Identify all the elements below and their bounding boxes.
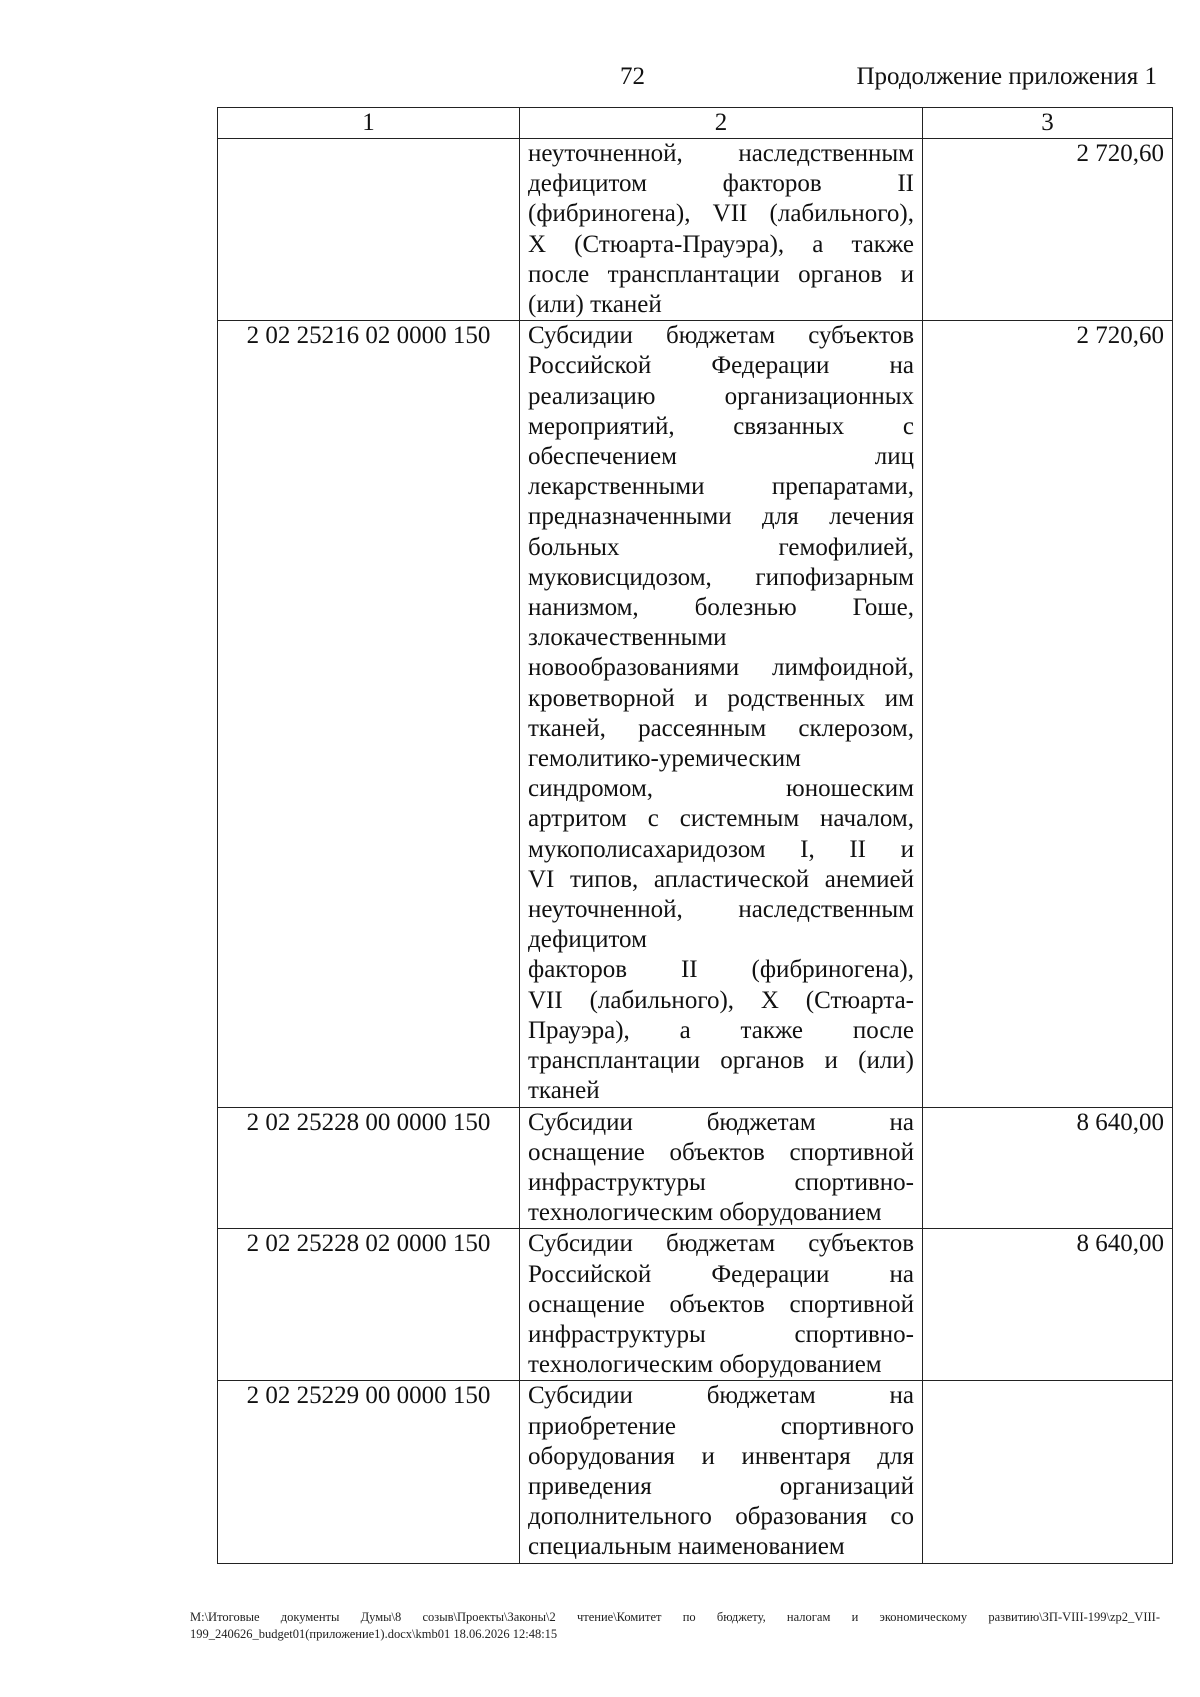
description-cell bbox=[520, 1107, 923, 1229]
description-line: неуточненной, наследственным bbox=[528, 140, 914, 167]
description-cell bbox=[520, 1381, 923, 1563]
description-line: дефицитом факторов II bbox=[528, 170, 914, 198]
table-header-row bbox=[218, 108, 1173, 139]
description-line: новообразованиями лимфоидной, bbox=[528, 654, 914, 682]
table-row bbox=[218, 321, 1173, 1107]
description-line: инфраструктуры спортивно- bbox=[528, 1168, 914, 1196]
description-cell bbox=[520, 139, 923, 321]
description-line: злокачественными bbox=[528, 624, 727, 652]
description-cell bbox=[520, 321, 923, 1107]
description-line: (фибриногена), VII (лабильного), bbox=[528, 200, 914, 228]
page-number: 72 bbox=[620, 63, 645, 90]
description-line: трансплантации органов и (или) bbox=[528, 1047, 914, 1075]
table-row bbox=[218, 1229, 1173, 1381]
amount-cell: 2 720,60 bbox=[923, 321, 1173, 1107]
description-line: артритом с системным началом, bbox=[528, 805, 914, 833]
description-line: технологическим оборудованием bbox=[528, 1199, 882, 1227]
description-line: реализацию организационных bbox=[528, 382, 914, 410]
description-line: предназначенными для лечения bbox=[528, 503, 914, 531]
description-line: Прауэра), а также после bbox=[528, 1016, 914, 1044]
amount-cell: 8 640,00 bbox=[923, 1229, 1173, 1381]
description-line: Субсидии бюджетам на bbox=[528, 1382, 914, 1410]
description-line: VII (лабильного), X (Стюарта- bbox=[528, 986, 914, 1014]
column-header-1: 1 bbox=[218, 108, 520, 139]
description-line: нанизмом, болезнью Гоше, bbox=[528, 594, 914, 622]
description-line: VI типов, апластической анемией bbox=[528, 865, 914, 893]
description-line: приобретение спортивного bbox=[528, 1412, 914, 1440]
budget-code-cell bbox=[218, 139, 520, 321]
description-line: после трансплантации органов и bbox=[528, 260, 914, 288]
continuation-label: Продолжение приложения 1 bbox=[856, 63, 1157, 90]
description-line: кроветворной и родственных им bbox=[528, 684, 914, 712]
description-line: тканей, рассеянным склерозом, bbox=[528, 714, 914, 742]
description-line: Субсидии бюджетам на bbox=[528, 1108, 914, 1136]
description-line: факторов II (фибриногена), bbox=[528, 956, 914, 984]
description-line: дефицитом bbox=[528, 926, 647, 954]
column-header-3: 3 bbox=[923, 108, 1173, 139]
description-line: оснащение объектов спортивной bbox=[528, 1138, 914, 1166]
description-line: мукополисахаридозом I, II и bbox=[528, 835, 914, 863]
description-line: больных гемофилией, bbox=[528, 533, 914, 561]
budget-table bbox=[217, 107, 1173, 1564]
amount-cell: 8 640,00 bbox=[923, 1107, 1173, 1229]
file-path-footer: M:\Итоговые документы Думы\8 созыв\Проекты\Законы\2 чтение\Комитет по бюджету, налогам и экономическому развитию\ЗП-VIII-199\zp2_VIII-199_240626_budget01(приложение1).docx\kmb01 18.06.2026 12:48:15 bbox=[190, 1610, 1160, 1641]
description-line: Субсидии бюджетам субъектов bbox=[528, 1230, 914, 1258]
description-line: мероприятий, связанных с bbox=[528, 412, 914, 440]
budget-code-cell: 2 02 25216 02 0000 150 bbox=[218, 321, 520, 1107]
description-line: дополнительного образования со bbox=[528, 1503, 914, 1531]
table-row bbox=[218, 1107, 1173, 1229]
description-line: инфраструктуры спортивно- bbox=[528, 1320, 914, 1348]
description-line: муковисцидозом, гипофизарным bbox=[528, 563, 914, 591]
description-line: приведения организаций bbox=[528, 1472, 914, 1500]
description-line: синдромом, юношеским bbox=[528, 775, 914, 803]
table-row bbox=[218, 139, 1173, 321]
description-line: оснащение объектов спортивной bbox=[528, 1290, 914, 1318]
description-line: гемолитико-уремическим bbox=[528, 745, 801, 773]
description-line: (или) тканей bbox=[528, 291, 662, 319]
table-row bbox=[218, 1381, 1173, 1563]
budget-code-cell: 2 02 25228 02 0000 150 bbox=[218, 1229, 520, 1381]
description-line: оборудования и инвентаря для bbox=[528, 1442, 914, 1470]
description-line: Российской Федерации на bbox=[528, 352, 914, 380]
budget-code-cell: 2 02 25229 00 0000 150 bbox=[218, 1381, 520, 1563]
amount-cell: 2 720,60 bbox=[923, 139, 1173, 321]
budget-code-cell: 2 02 25228 00 0000 150 bbox=[218, 1107, 520, 1229]
description-line: обеспечением лиц bbox=[528, 443, 914, 471]
column-header-2: 2 bbox=[520, 108, 923, 139]
description-line: специальным наименованием bbox=[528, 1533, 845, 1561]
description-line: неуточненной, наследственным bbox=[528, 896, 914, 924]
description-line: X (Стюарта-Прауэра), а также bbox=[528, 230, 914, 258]
amount-cell bbox=[923, 1381, 1173, 1563]
description-cell bbox=[520, 1229, 923, 1381]
description-line: лекарственными препаратами, bbox=[528, 473, 914, 501]
description-line: Российской Федерации на bbox=[528, 1260, 914, 1288]
description-line: Субсидии бюджетам субъектов bbox=[528, 322, 914, 350]
description-line: тканей bbox=[528, 1077, 600, 1105]
description-line: технологическим оборудованием bbox=[528, 1351, 882, 1379]
